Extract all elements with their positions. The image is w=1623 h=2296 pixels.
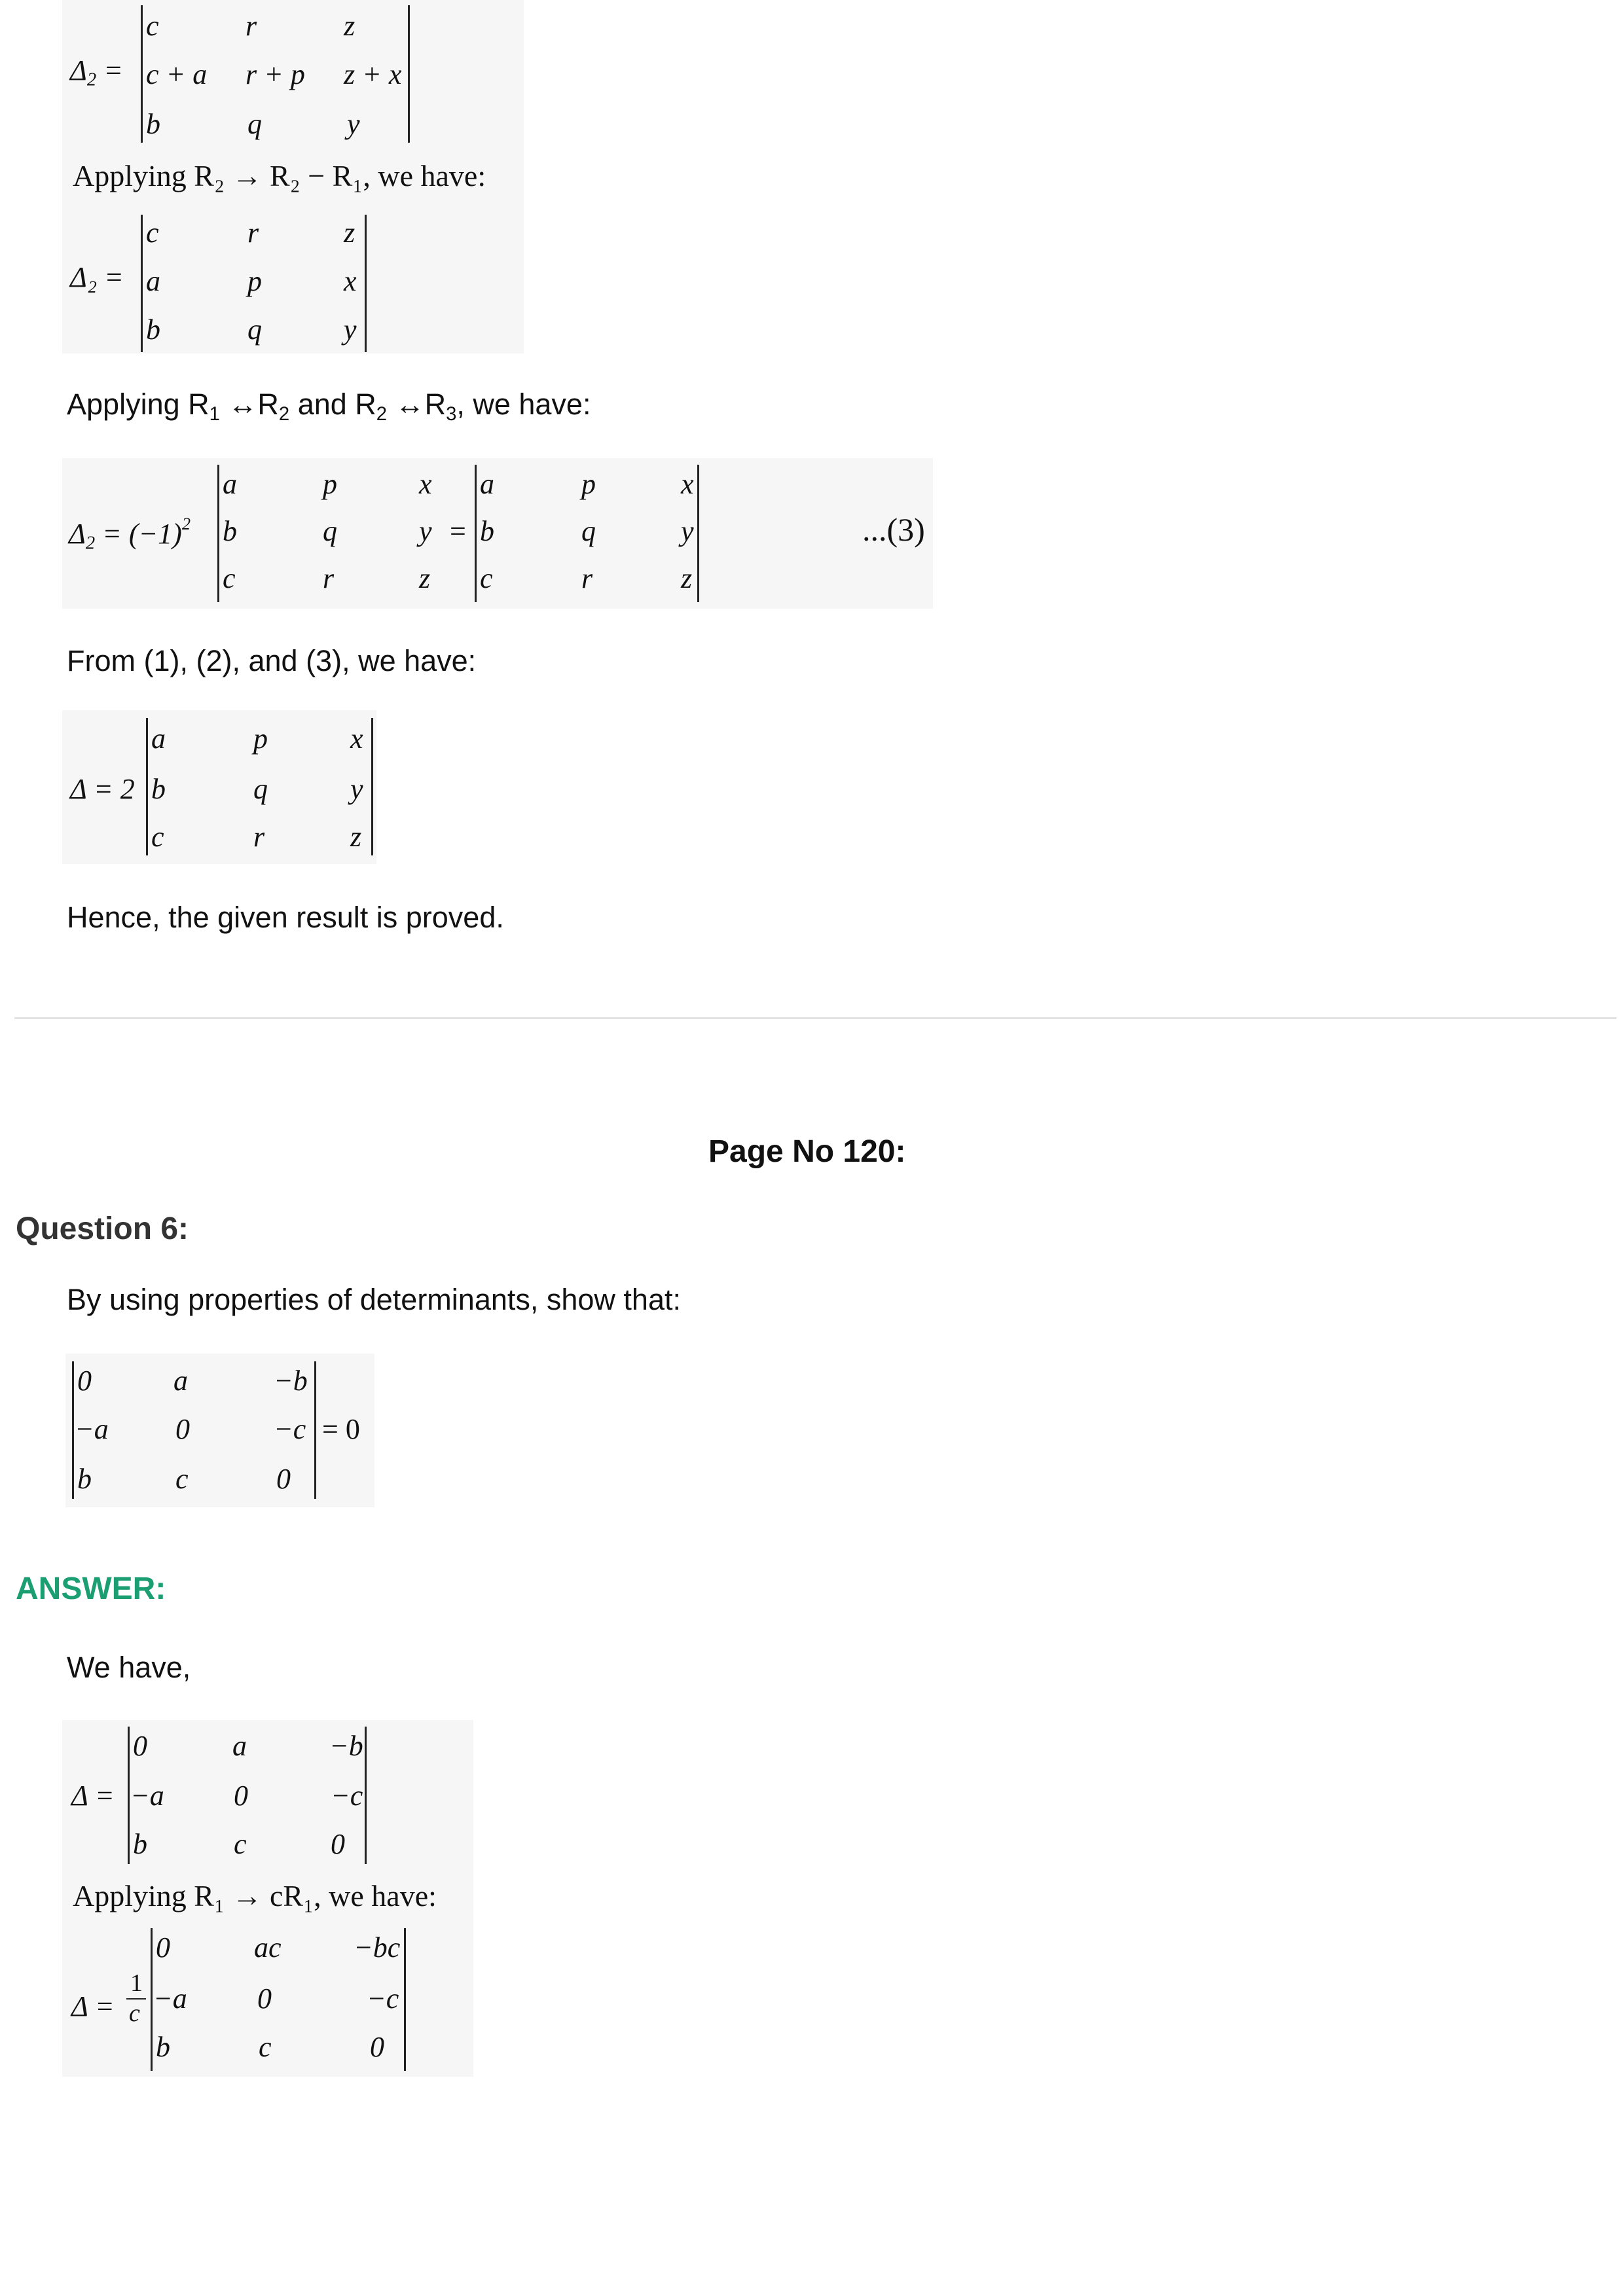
swap-lhs: $\Delta_2 = (-1)^2$ (69, 514, 191, 554)
cell: 0 (331, 1828, 345, 1860)
cell: −a (130, 1780, 164, 1812)
cell: c (234, 1828, 247, 1860)
result-lhs: Δ = 2 (70, 773, 135, 805)
cell: 0 (77, 1365, 92, 1397)
cell: y (350, 773, 363, 805)
cell: −b (329, 1730, 363, 1762)
cell: b (151, 773, 166, 805)
cell: q (253, 773, 268, 805)
swap-equation-image (62, 458, 933, 609)
cell: r + p (246, 58, 305, 90)
cell: c (146, 217, 159, 249)
hence-text: Hence, the given result is proved. (67, 901, 504, 934)
cell: p (581, 468, 596, 500)
cell: a (151, 723, 166, 755)
cell: a (173, 1365, 188, 1397)
det-bar-right (365, 215, 367, 352)
cell: q (581, 515, 596, 547)
cell: q (323, 515, 337, 547)
cell: 0 (234, 1780, 248, 1812)
cell: r (253, 821, 265, 853)
cell: −a (75, 1413, 109, 1445)
det-bar-left (72, 1361, 74, 1499)
rhs: = 0 (322, 1413, 360, 1445)
frac-numerator: 1 (130, 1969, 143, 1997)
cell: z (344, 217, 356, 249)
cell: y (681, 515, 694, 547)
cell: r (581, 562, 593, 594)
det-bar-right (408, 5, 410, 143)
det-bar-left (217, 465, 219, 602)
cell: x (419, 468, 432, 500)
cell: −c (331, 1780, 363, 1812)
delta2-label-b: Δ₂ = (70, 261, 124, 293)
cell: c (146, 10, 159, 42)
cell: b (223, 515, 237, 547)
cell: −c (274, 1413, 306, 1445)
question-heading: Question 6: (16, 1211, 189, 1246)
det-bar-left (141, 5, 143, 143)
cell: p (247, 265, 262, 297)
cell: ac (254, 1931, 282, 1964)
frac-denominator: c (129, 2000, 140, 2027)
cell: 0 (276, 1463, 291, 1495)
cell: c (151, 821, 164, 853)
cell: 0 (133, 1730, 147, 1762)
det-bar-right (314, 1361, 316, 1499)
cell: p (253, 723, 268, 755)
cell: a (480, 468, 494, 500)
cell: r (247, 217, 259, 249)
cell: 0 (257, 1982, 272, 2015)
det-bar-right (404, 1928, 406, 2071)
cell: c (259, 2031, 272, 2063)
det-bar-left (141, 215, 143, 352)
cell: c (223, 562, 236, 594)
question-equation-image (65, 1354, 374, 1507)
cell: q (247, 108, 262, 140)
cell: 0 (370, 2031, 384, 2063)
answer-lhs: Δ = (71, 1780, 115, 1812)
cell: −bc (354, 1931, 401, 1964)
applying-r1-text: Applying R₁ → cR₁, we have: (73, 1879, 437, 1912)
cell: −b (274, 1365, 308, 1397)
cell: b (146, 108, 160, 140)
det-bar-left (128, 1727, 130, 1864)
top-equation-image (62, 0, 524, 353)
cell: x (350, 723, 363, 755)
cell: c (175, 1463, 189, 1495)
cell: 0 (156, 1931, 170, 1964)
cell: z (344, 10, 356, 42)
equals-sign: = (450, 515, 466, 547)
cell: z (681, 562, 693, 594)
cell: z + x (344, 58, 402, 90)
cell: q (247, 314, 262, 346)
cell: b (156, 2031, 170, 2063)
question-prompt: By using properties of determinants, show that: (67, 1283, 681, 1316)
answer-heading: ANSWER: (16, 1571, 166, 1606)
det-bar-left (475, 465, 477, 602)
answer-lhs2: Δ = (71, 1990, 115, 2022)
we-have-text: We have, (67, 1651, 191, 1684)
cell: x (344, 265, 357, 297)
cell: y (419, 515, 432, 547)
from-text: From (1), (2), and (3), we have: (67, 644, 477, 677)
section-divider (14, 1017, 1616, 1019)
result-equation-image (62, 710, 376, 864)
cell: z (419, 562, 431, 594)
cell: y (344, 314, 357, 346)
cell: −c (367, 1982, 399, 2015)
cell: y (347, 108, 360, 140)
delta2-label: $\Delta_2$ = (70, 54, 123, 90)
page-number: Page No 120: (708, 1134, 906, 1169)
det-bar-right (697, 465, 699, 602)
answer-equation-image (62, 1720, 473, 2077)
cell: x (681, 468, 694, 500)
applying-r2-text: Applying R₂ → R₂ − R₁, we have: (73, 159, 486, 192)
swap-text: Applying $R_1$ $\leftrightarrow R_2$ and $R_2$ $\leftrightarrow R_3$, we have: (67, 387, 591, 425)
cell: 0 (175, 1413, 190, 1445)
cell: b (77, 1463, 92, 1495)
cell: z (350, 821, 362, 853)
cell: a (146, 265, 160, 297)
cell: a (223, 468, 237, 500)
cell: p (323, 468, 337, 500)
cell: r (246, 10, 257, 42)
cell: c + a (146, 58, 208, 90)
cell: a (232, 1730, 247, 1762)
cell: r (323, 562, 335, 594)
det-bar-left (146, 718, 148, 855)
cell: b (146, 314, 160, 346)
cell: b (133, 1828, 147, 1860)
det-bar-left (151, 1928, 153, 2071)
cell: b (480, 515, 494, 547)
det-bar-right (371, 718, 373, 855)
equation-tag: ...(3) (862, 511, 925, 548)
cell: c (480, 562, 493, 594)
cell: −a (153, 1982, 187, 2015)
det-bar-right (365, 1727, 367, 1864)
